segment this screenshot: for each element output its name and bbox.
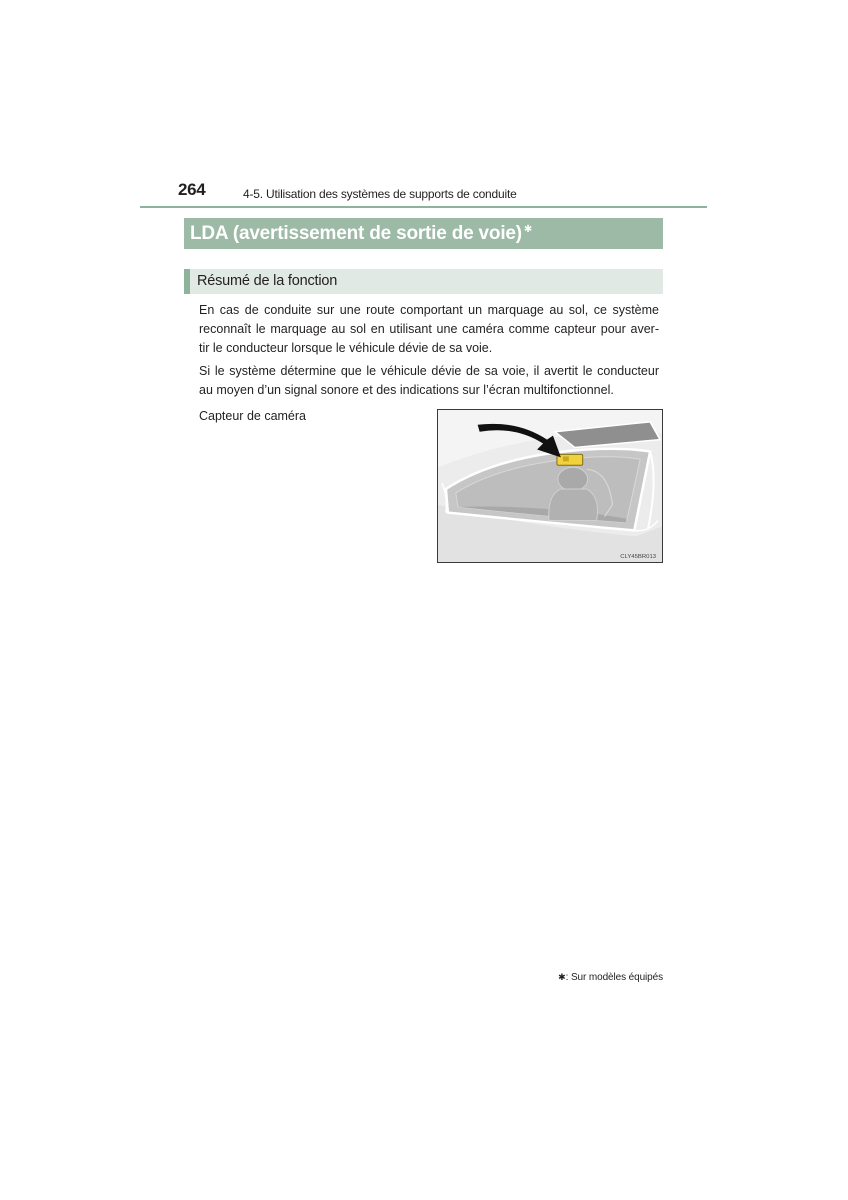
paragraph-1 — [199, 301, 659, 358]
figure-caption: Capteur de caméra — [199, 409, 307, 423]
subheading-banner — [184, 269, 663, 294]
paragraph-line: au moyen d’un signal sonore et des indications sur l’écran multifonctionnel. — [199, 383, 614, 397]
header-divider — [140, 206, 707, 208]
page-number: 264 — [178, 180, 206, 199]
page-title — [190, 218, 532, 249]
section-header: 4-5. Utilisation des systèmes de supports de conduite — [243, 187, 517, 201]
camera-lens — [563, 456, 569, 461]
paragraph-line: Si le système détermine que le véhicule dévie de sa voie, il avertit le conducteur — [199, 364, 659, 378]
paragraph-line: En cas de conduite sur une route comportant un marquage au sol, ce système — [199, 303, 659, 317]
footnote-mark: ✱ — [558, 973, 566, 983]
footnote-reference-mark: ✱ — [523, 224, 533, 235]
footnote — [558, 971, 663, 985]
subheading-accent-bar — [184, 269, 190, 294]
windshield-illustration — [438, 410, 662, 562]
camera-sensor-illustration — [437, 409, 663, 563]
camera-sensor — [557, 454, 583, 465]
headrest — [558, 467, 588, 491]
paragraph-line: reconnaît le marquage au sol en utilisant une caméra comme capteur pour aver- — [199, 322, 659, 336]
seat-back — [549, 489, 598, 521]
figure-code: CLY45BR013 — [620, 554, 657, 561]
page-title-text: LDA (avertissement de sortie de voie) — [190, 223, 522, 244]
subheading: Résumé de la fonction — [197, 273, 338, 289]
title-banner — [184, 218, 663, 249]
footnote-text: : Sur modèles équipés — [565, 972, 663, 983]
paragraph-line: tir le conducteur lorsque le véhicule dévie de sa voie. — [199, 341, 493, 355]
paragraph-2 — [199, 362, 659, 400]
